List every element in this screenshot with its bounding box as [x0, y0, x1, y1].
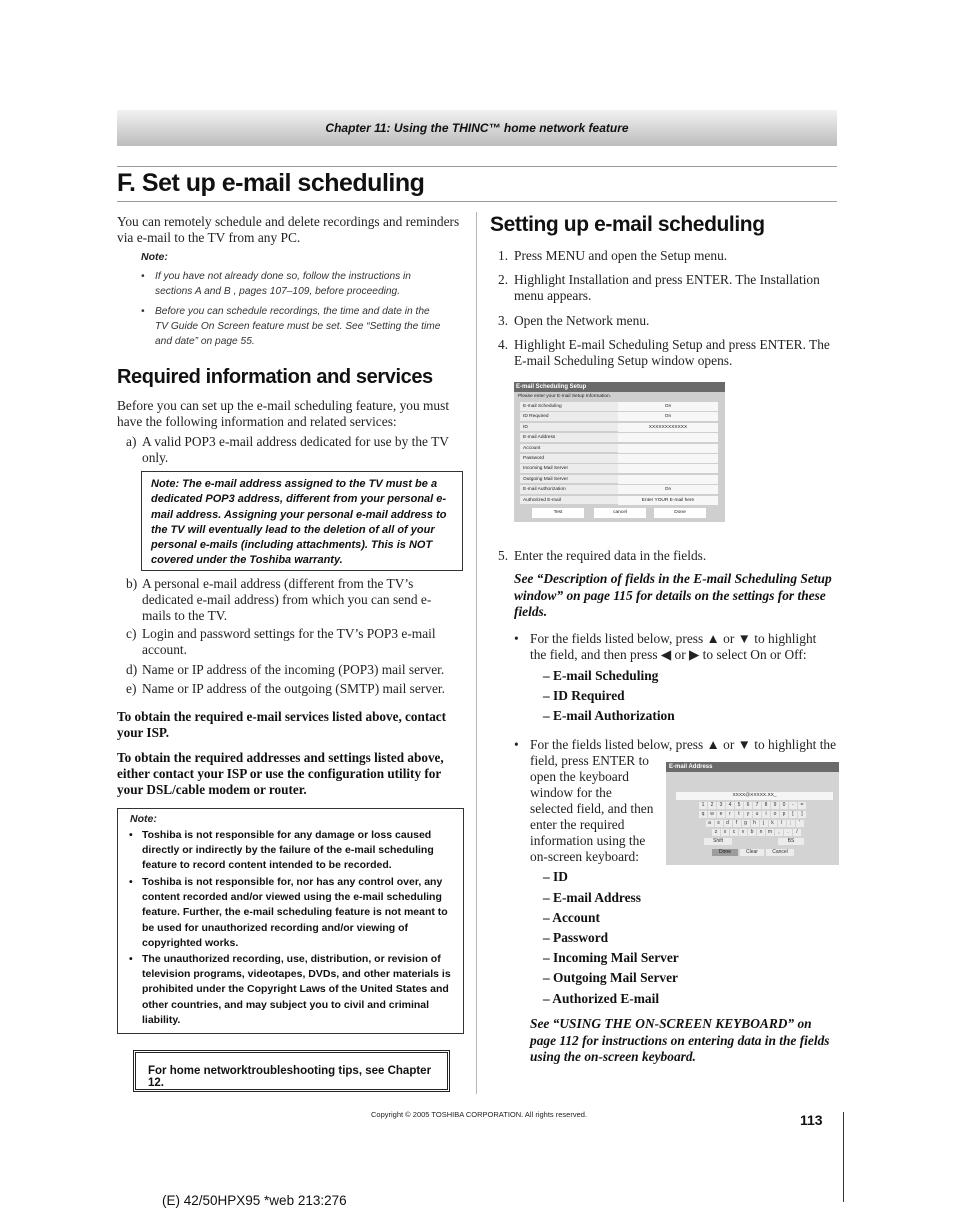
- disclaimer-note-box: [117, 808, 464, 1034]
- note-label: Note:: [130, 813, 157, 825]
- email-scheduling-setup-screen: [514, 382, 725, 522]
- see-keyboard-reference: See “USING THE ON-SCREEN KEYBOARD” on page 112 for instructions on entering data in the fields using the on-screen keyboard.: [530, 1016, 830, 1064]
- warning-text: Note: The e-mail address assigned to the TV must be a dedicated POP3 address, different from your personal e-mail address. Assigning your personal e-mail address to the TV will eventually lead to the deletion of all of your personal e-mails (including attachments). This is NOT covered under the Toshiba warranty.: [151, 478, 447, 567]
- onscreen-keyboard-screen: [666, 762, 839, 865]
- setup-row: ID Required On: [520, 412, 718, 422]
- setup-row: ID XXXXXXXXXXXX: [520, 423, 718, 433]
- bullet-keyboard-fields-cont: field, press ENTER to open the keyboard window for the selected field, and then enter the required information using the on-screen keyboard:: [530, 753, 654, 864]
- obtain-addresses-text: To obtain the required addresses and settings listed above, either contact your ISP or use the configuration utility for your DSL/cable modem or router.: [117, 750, 444, 797]
- setup-row: Authorized E-mail Enter YOUR E-mail here: [520, 496, 718, 506]
- step-2: 2. Highlight Installation and press ENTER. The Installation menu appears.: [498, 272, 820, 303]
- disclaimer-item: • The unauthorized recording, use, distribution, or revision of television programs, videotapes, DVDs, and other materials is prohibited under the Copyright Laws of the United States and other countries, and may subject you to civil and criminal liability.: [129, 953, 451, 1026]
- requirement-item-c: c) Login and password settings for the TV’s POP3 e-mail account.: [126, 626, 436, 657]
- keyboard-row: 1 2 3 4 5 6 7 8 9 0 - =: [666, 802, 839, 809]
- setup-row: Incoming Mail Server: [520, 464, 718, 474]
- backspace-key: BS: [778, 838, 804, 845]
- dash-item: – Password: [543, 930, 609, 945]
- troubleshooting-tip-box: [133, 1050, 450, 1092]
- note-item: • If you have not already done so, follow the instructions in sections A and B , pages 107–109, before proceeding.: [141, 271, 411, 297]
- dash-item: – ID: [543, 869, 568, 884]
- step-3: 3. Open the Network menu.: [498, 313, 650, 328]
- screen-subtitle: Please enter your E-mail Setup Information.: [518, 394, 612, 399]
- page-number: 113: [800, 1112, 823, 1128]
- intro-paragraph: You can remotely schedule and delete recordings and reminders via e-mail to the TV from any PC.: [117, 214, 460, 245]
- dash-item: – Incoming Mail Server: [543, 950, 679, 965]
- dash-item: – Authorized E-mail: [543, 991, 660, 1006]
- done-button: Done: [654, 508, 706, 518]
- setup-row: Account: [520, 444, 718, 454]
- setting-up-heading: Setting up e-mail scheduling: [490, 213, 765, 236]
- shift-key: Shift: [704, 838, 732, 845]
- title-bottom-rule: [117, 201, 837, 202]
- setup-row: E-mail Scheduling On: [520, 402, 718, 412]
- step-5: 5. Enter the required data in the fields.: [498, 548, 707, 563]
- setup-row: Password: [520, 454, 718, 464]
- dash-item: – E-mail Authorization: [543, 708, 675, 723]
- setup-row: E-mail Authorization On: [520, 485, 718, 495]
- note-item: • Before you can schedule recordings, the time and date in the TV Guide On Screen feature must be set. See “Setting the time and date” on page 55.: [141, 306, 441, 347]
- dash-item: – ID Required: [543, 688, 625, 703]
- step-4: 4. Highlight E-mail Scheduling Setup and press ENTER. The E-mail Scheduling Setup window opens.: [498, 337, 830, 368]
- troubleshooting-tip-text: For home networktroubleshooting tips, see Chapter 12.: [148, 1065, 432, 1089]
- screen-title: E-mail Address: [666, 762, 839, 772]
- obtain-services-text: To obtain the required e-mail services listed above, contact your ISP.: [117, 709, 447, 740]
- chapter-title: Chapter 11: Using the THINC™ home network feature: [325, 121, 629, 135]
- cancel-key: Cancel: [766, 849, 794, 856]
- note-label: Note:: [141, 251, 168, 263]
- bullet-keyboard-fields: • For the fields listed below, press ▲ or ▼ to highlight the: [514, 737, 837, 752]
- email-address-field: XXXX@XXXXX.XX_: [676, 792, 833, 800]
- requirement-item-a: a) A valid POP3 e-mail address dedicated for use by the TV only.: [126, 434, 449, 465]
- page-title: F. Set up e-mail scheduling: [117, 169, 425, 197]
- dash-item: – Outgoing Mail Server: [543, 970, 679, 985]
- dash-item: – Account: [543, 910, 600, 925]
- dash-item: – E-mail Address: [543, 890, 641, 905]
- disclaimer-item: • Toshiba is not responsible for any damage or loss caused directly or indirectly by the failure of the e-mail scheduling feature to record content intended to be recorded.: [129, 829, 434, 872]
- setup-row: Outgoing Mail Server: [520, 475, 718, 485]
- keyboard-row: z x c v b n m , . /: [666, 829, 839, 836]
- step-1: 1. Press MENU and open the Setup menu.: [498, 248, 728, 263]
- footer-vertical-rule: [843, 1112, 844, 1202]
- keyboard-row: q w e r t y u i o p [ ]: [666, 811, 839, 818]
- keyboard-row: a s d f g h j k l ; ': [666, 820, 839, 827]
- copyright-text: Copyright © 2005 TOSHIBA CORPORATION. All rights reserved.: [371, 1110, 588, 1119]
- clear-key: Clear: [740, 849, 764, 856]
- required-intro: Before you can set up the e-mail scheduling feature, you must have the following information and related services:: [117, 398, 450, 429]
- requirement-item-b: b) A personal e-mail address (different from the TV’s dedicated e-mail address) from which you can send e-mails to the TV.: [126, 576, 432, 623]
- disclaimer-item: • Toshiba is not responsible for, nor has any control over, any content recorded and/or viewed using the e-mail scheduling feature. Further, the e-mail scheduling feature is not meant to be used for unauthorized recording and/or viewing of copyrighted works.: [129, 876, 448, 949]
- column-divider: [476, 212, 477, 1094]
- title-top-rule: [117, 166, 837, 167]
- setup-row: E-mail Address: [520, 433, 718, 443]
- required-info-heading: Required information and services: [117, 366, 433, 388]
- cancel-button: cancel: [594, 508, 646, 518]
- test-button: Test: [532, 508, 584, 518]
- chapter-header-band: [117, 110, 837, 146]
- dash-item: – E-mail Scheduling: [543, 668, 659, 683]
- requirement-item-e: e) Name or IP address of the outgoing (SMTP) mail server.: [126, 681, 445, 696]
- done-key: Done: [712, 849, 738, 856]
- see-description-reference: See “Description of fields in the E-mail Scheduling Setup window” on page 115 for details on the settings for these fields.: [514, 571, 832, 619]
- bullet-on-off-fields: • For the fields listed below, press ▲ or ▼ to highlight the field, and then press ◀ or ▶ to select On or Off:: [514, 631, 817, 662]
- warning-box: [141, 471, 463, 571]
- print-code: (E) 42/50HPX95 *web 213:276: [162, 1193, 347, 1208]
- requirement-item-d: d) Name or IP address of the incoming (POP3) mail server.: [126, 662, 445, 677]
- screen-title: E-mail Scheduling Setup: [514, 382, 725, 392]
